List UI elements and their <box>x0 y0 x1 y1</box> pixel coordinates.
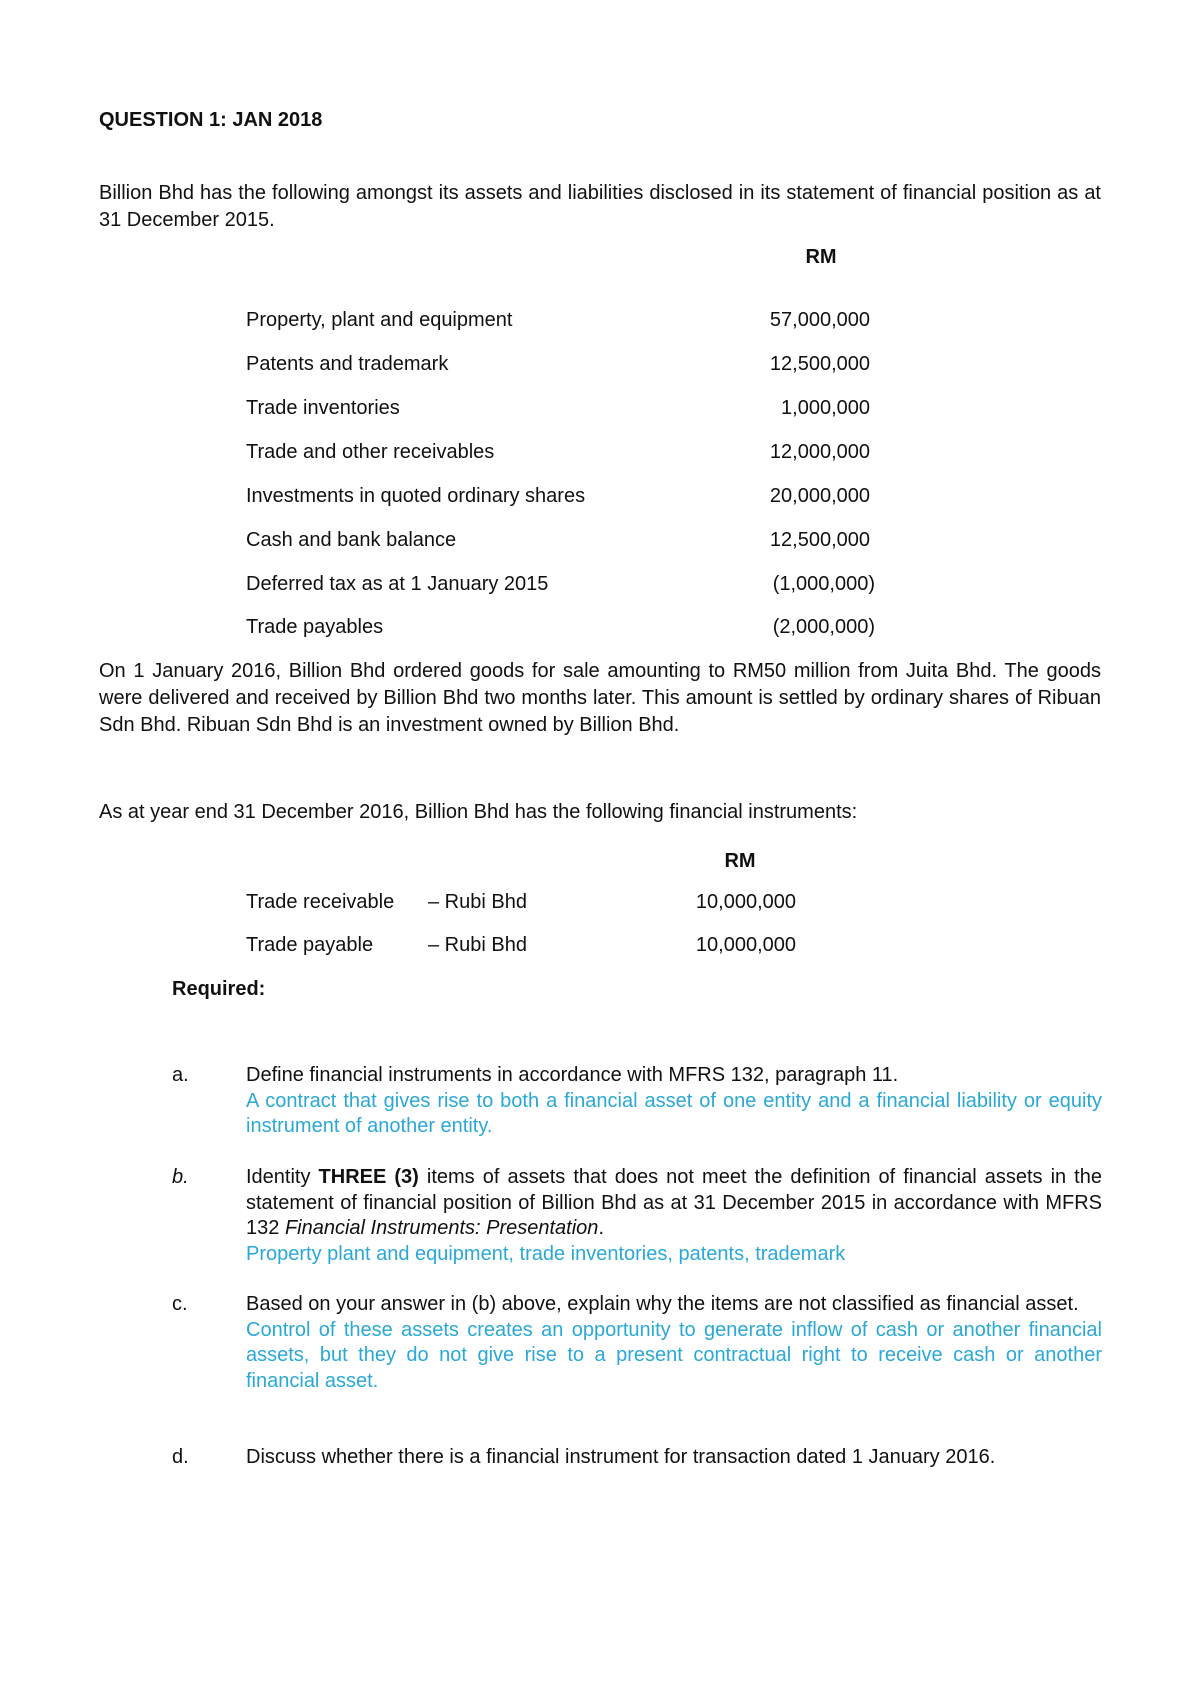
table2-row-label: Trade payable <box>246 934 374 956</box>
table2-row-amount: 10,000,000 <box>695 934 796 956</box>
question-b-answer: Property plant and equipment, trade inventories, patents, trademark <box>246 1242 846 1265</box>
table1-row-label: Trade payables <box>246 616 384 638</box>
question-d-text: Discuss whether there is a financial instrument for transaction dated 1 January 2016. <box>246 1446 996 1468</box>
question-c-text: Based on your answer in (b) above, explain why the items are not classified as financial asset. <box>246 1293 1079 1315</box>
table1-row-amount: 12,500,000 <box>769 529 870 551</box>
table2-currency-header: RM <box>724 850 756 872</box>
table1-row-label: Cash and bank balance <box>246 529 457 551</box>
table1-row-label: Trade inventories <box>246 397 400 419</box>
question-b-text-pre: Identity <box>246 1166 319 1188</box>
page-title: QUESTION 1: JAN 2018 <box>99 109 323 131</box>
table1-row-amount: (2,000,000) <box>772 616 875 638</box>
table2-row-amount: 10,000,000 <box>695 891 796 913</box>
year-end-paragraph: As at year end 31 December 2016, Billion Bhd has the following financial instruments: <box>99 801 858 823</box>
question-d-letter: d. <box>172 1446 189 1468</box>
table2-row-party: – Rubi Bhd <box>428 891 527 913</box>
question-c-answer: Control of these assets creates an opportunity to generate inflow of cash or another financial assets, but they do not give rise to a present contractual right to receive cash or another financial asset. <box>246 1318 1102 1392</box>
question-c-letter: c. <box>172 1293 188 1315</box>
table1-row-amount: 1,000,000 <box>781 397 870 419</box>
question-d <box>246 1445 1102 1471</box>
required-heading: Required: <box>172 978 266 1000</box>
question-b-text-post: . <box>598 1217 604 1239</box>
intro-paragraph: Billion Bhd has the following amongst its assets and liabilities disclosed in its statement of financial position as at 31 December 2015. <box>99 182 1101 231</box>
table1-row-amount: 57,000,000 <box>769 309 870 331</box>
question-b-letter: b. <box>172 1166 189 1188</box>
table1-row-label: Investments in quoted ordinary shares <box>246 485 586 507</box>
question-a-text: Define financial instruments in accordance with MFRS 132, paragraph 11. <box>246 1064 899 1086</box>
table1-row-amount: (1,000,000) <box>772 573 875 595</box>
table2-row-label: Trade receivable <box>246 891 395 913</box>
table1-row-label: Property, plant and equipment <box>246 309 513 331</box>
table2-row-party: – Rubi Bhd <box>428 934 527 956</box>
table1-row-label: Patents and trademark <box>246 353 449 375</box>
table1-row-amount: 12,500,000 <box>769 353 870 375</box>
question-a-answer: A contract that gives rise to both a financial asset of one entity and a financial liability or equity instrument of another entity. <box>246 1089 1102 1137</box>
table1-currency-header: RM <box>805 246 837 268</box>
table1-row-label: Trade and other receivables <box>246 441 495 463</box>
table1-row-amount: 20,000,000 <box>769 485 870 507</box>
question-b-text-bold: THREE (3) <box>318 1166 419 1188</box>
table1-row-label: Deferred tax as at 1 January 2015 <box>246 573 549 595</box>
table1-row-amount: 12,000,000 <box>769 441 870 463</box>
question-b <box>246 1165 1102 1267</box>
question-c <box>246 1292 1102 1394</box>
question-b-text <box>246 1165 1102 1242</box>
question-b-text-mid: items of assets that does not meet the definition of financial assets in the statement of financial position of Billion Bhd as at 31 December 2015 in accordance with MFRS 132 <box>246 1166 1102 1239</box>
transaction-paragraph: On 1 January 2016, Billion Bhd ordered goods for sale amounting to RM50 million from Juita Bhd. The goods were delivered and received by Billion Bhd two months later. This amount is settled by ordinary shares of Ribuan Sdn Bhd. Ribuan Sdn Bhd is an investment owned by Billion Bhd. <box>99 660 1101 736</box>
question-a-letter: a. <box>172 1064 189 1086</box>
question-b-text-italic: Financial Instruments: Presentation <box>284 1217 599 1239</box>
question-a <box>246 1063 1102 1140</box>
